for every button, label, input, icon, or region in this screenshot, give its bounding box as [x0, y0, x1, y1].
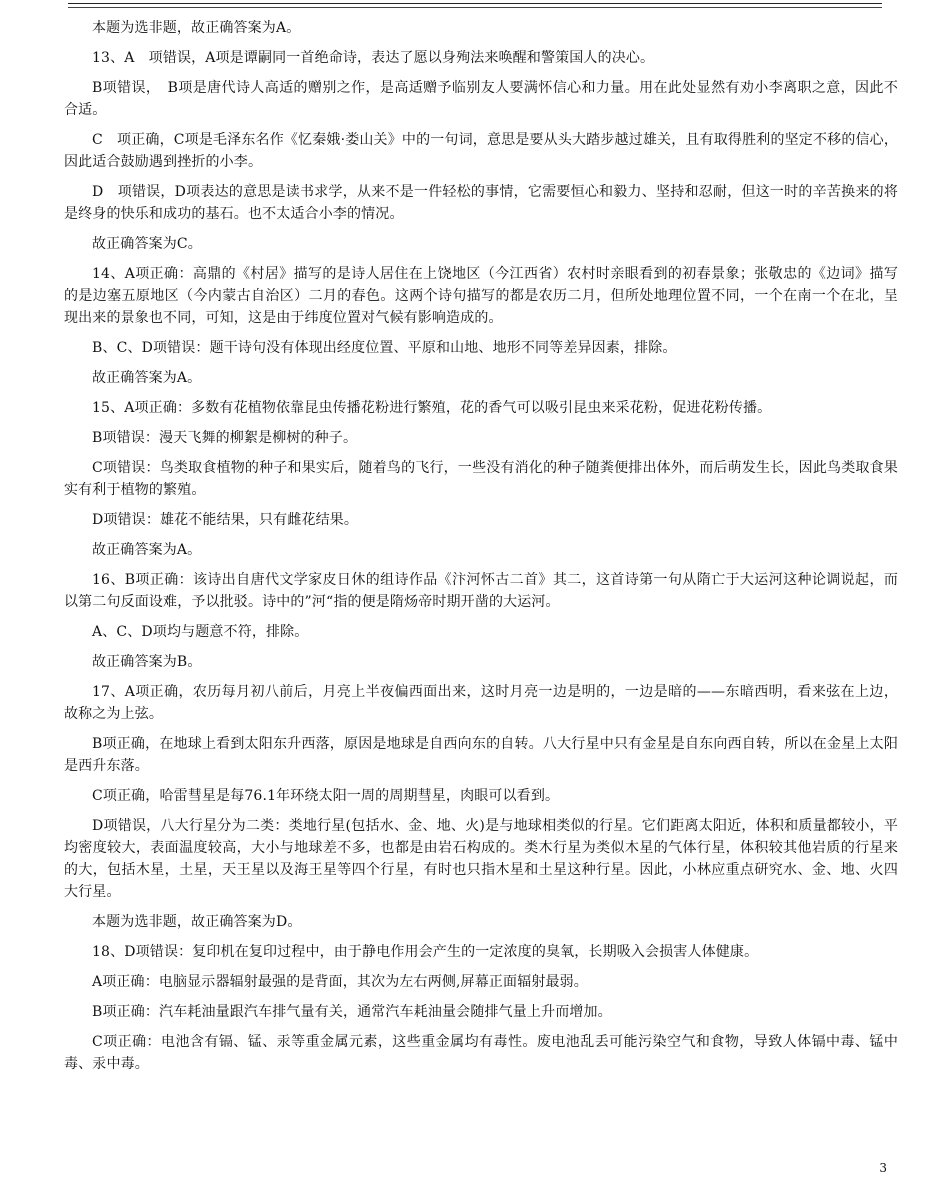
paragraph: C项错误：鸟类取食植物的种子和果实后，随着鸟的飞行，一些没有消化的种子随粪便排出体外，而后萌发生长，因此鸟类取食果实有利于植物的繁殖。	[64, 460, 898, 498]
paragraph: C 项正确，C项是毛泽东名作《忆秦娥·娄山关》中的一句词，意思是要从头大踏步越过雄关，且有取得胜利的坚定不移的信心，因此适合鼓励遇到挫折的小李。	[64, 132, 898, 170]
document-body	[64, 17, 898, 1083]
paragraph: 16、B项正确：该诗出自唐代文学家皮日休的组诗作品《汴河怀古二首》其二，这首诗第一句从隋亡于大运河这种论调说起，而以第二句反面设难，予以批驳。诗中的”河“指的便是隋炀帝时期开凿的大运河。	[64, 572, 898, 610]
paragraph: B项正确，在地球上看到太阳东升西落，原因是地球是自西向东的自转。八大行星中只有金星是自东向西自转，所以在金星上太阳是西升东落。	[64, 736, 898, 774]
paragraph: 故正确答案为B。	[92, 654, 202, 670]
paragraph: B项错误， B项是唐代诗人高适的赠别之作，是高适赠予临别友人要满怀信心和力量。用在此处显然有劝小李离职之意，因此不合适。	[64, 80, 898, 118]
paragraph: A、C、D项均与题意不符，排除。	[92, 624, 309, 640]
paragraph: C项正确：电池含有镉、锰、汞等重金属元素，这些重金属均有毒性。废电池乱丢可能污染空气和食物，导致人体镉中毒、锰中毒、汞中毒。	[64, 1034, 898, 1072]
paragraph: 15、A项正确：多数有花植物依靠昆虫传播花粉进行繁殖，花的香气可以吸引昆虫来采花粉，促进花粉传播。	[92, 400, 772, 416]
paragraph: 18、D项错误：复印机在复印过程中，由于静电作用会产生的一定浓度的臭氧，长期吸入会损害人体健康。	[92, 944, 759, 960]
paragraph: D 项错误，D项表达的意思是读书求学，从来不是一件轻松的事情，它需要恒心和毅力、坚持和忍耐，但这一时的辛苦换来的将是终身的快乐和成功的基石。也不太适合小李的情况。	[64, 184, 898, 222]
header-rule	[68, 3, 882, 4]
paragraph: B项错误：漫天飞舞的柳絮是柳树的种子。	[92, 430, 358, 446]
paragraph: A项正确：电脑显示器辐射最强的是背面，其次为左右两侧,屏幕正面辐射最弱。	[92, 974, 588, 990]
paragraph: C项正确，哈雷彗星是每76.1年环绕太阳一周的周期彗星，肉眼可以看到。	[92, 788, 560, 804]
paragraph: 故正确答案为A。	[92, 542, 202, 558]
paragraph: D项错误，八大行星分为二类：类地行星(包括水、金、地、火)是与地球相类似的行星。它们距离太阳近，体积和质量都较小，平均密度较大，表面温度较高，大小与地球差不多，也都是由岩石构成的。类木行星为类似木星的气体行星，体积较其他岩质的行星来的大，包括木星，土星，天王星以及海王星等四个行星，有时也只指木星和土星这种行星。因此，小林应重点研究水、金、地、火四大行星。	[64, 818, 898, 900]
paragraph: 14、A项正确：高鼎的《村居》描写的是诗人居住在上饶地区（今江西省）农村时亲眼看到的初春景象；张敬忠的《边词》描写的是边塞五原地区（今内蒙古自治区）二月的春色。这两个诗句描写的都是农历二月，但所处地理位置不同，一个在南一个在北，呈现出来的景象也不同，可知，这是由于纬度位置对气候有影响造成的。	[64, 266, 898, 326]
paragraph: 故正确答案为A。	[92, 370, 202, 386]
paragraph: 本题为选非题，故正确答案为D。	[92, 914, 302, 930]
paragraph: B、C、D项错误：题干诗句没有体现出经度位置、平原和山地、地形不同等差异因素，排除。	[92, 340, 677, 356]
page-number: 3	[879, 1161, 887, 1175]
paragraph: 故正确答案为C。	[92, 236, 202, 252]
paragraph: 17、A项正确，农历每月初八前后，月亮上半夜偏西面出来，这时月亮一边是明的，一边是暗的——东暗西明，看来弦在上边，故称之为上弦。	[64, 684, 898, 722]
paragraph: B项正确：汽车耗油量跟汽车排气量有关，通常汽车耗油量会随排气量上升而增加。	[92, 1004, 612, 1020]
paragraph: D项错误：雄花不能结果，只有雌花结果。	[92, 512, 359, 528]
paragraph: 13、A 项错误，A项是谭嗣同一首绝命诗，表达了愿以身殉法来唤醒和警策国人的决心。	[92, 50, 655, 66]
header-rule-secondary	[68, 7, 882, 8]
paragraph: 本题为选非题，故正确答案为A。	[92, 20, 301, 36]
